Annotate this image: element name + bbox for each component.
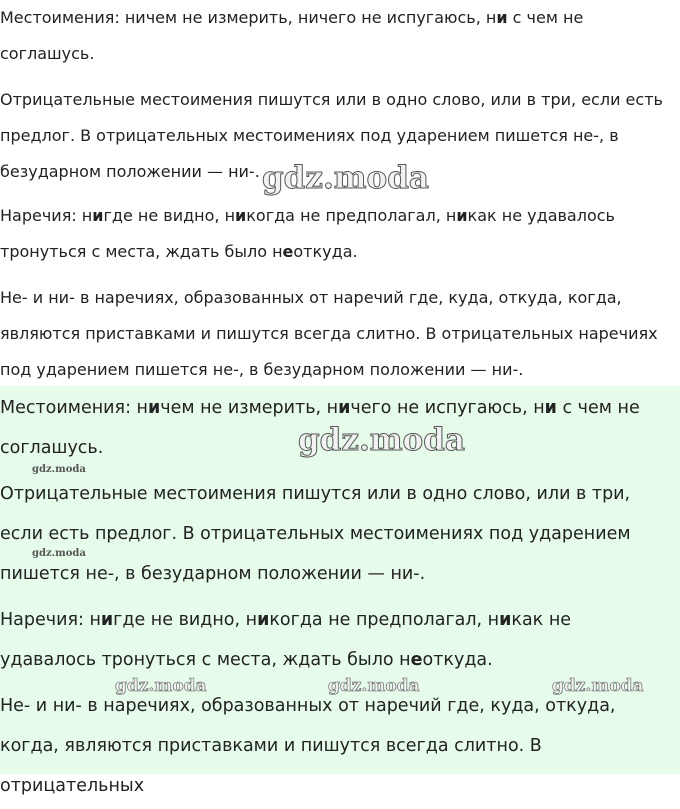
adverbs-rule: Не- и ни- в наречиях, образованных от наречий где, куда, откуда, когда, являются приставками и пишутся всегда слитно. В отрицательных наречиях под ударением пишется не-, в безударном положении — ни-. xyxy=(0,288,658,379)
pronouns-examples xyxy=(0,388,672,468)
text-run: откуда. xyxy=(422,650,493,670)
text-run: когда не предполагал, н xyxy=(269,610,500,630)
text-run: где не видно, н xyxy=(103,206,236,225)
text-run: Местоимения: н xyxy=(0,398,148,418)
answer-block-highlighted xyxy=(0,386,680,796)
stressed-letter: и xyxy=(496,8,508,27)
watermark-logo: gdz.moda xyxy=(32,548,86,559)
text-run: ичего не испугаюсь, н xyxy=(308,8,497,27)
text-run: н xyxy=(124,8,136,27)
text-run: н xyxy=(297,8,309,27)
stressed-letter: е xyxy=(410,650,423,670)
text-run: как не удавалось тронуться с места, ждать было н xyxy=(0,206,615,261)
watermark-logo: gdz.moda xyxy=(32,464,86,475)
stressed-letter: и xyxy=(92,206,104,225)
stressed-letter: и xyxy=(338,398,351,418)
text-run: где не видно, н xyxy=(113,610,258,630)
text-run: Наречия: н xyxy=(0,610,101,630)
text-run: с чем не соглашусь. xyxy=(0,398,640,458)
stressed-letter: и xyxy=(456,206,468,225)
text-run: как не удавалось тронуться с места, ждать было н xyxy=(0,610,572,670)
text-run: ичем не измерить, xyxy=(135,8,298,27)
text-run: Наречия: н xyxy=(0,206,93,225)
stressed-letter: и xyxy=(544,398,557,418)
watermark-logo: gdz.moda xyxy=(298,422,465,458)
stressed-letter: и xyxy=(100,610,114,630)
adverbs-examples xyxy=(0,600,672,680)
adverbs-rule: Не- и ни- в наречиях, образованных от наречий где, куда, откуда, когда, являются приставками и пишутся всегда слитно. В отрицательных xyxy=(0,696,616,796)
stressed-letter: и xyxy=(147,398,161,418)
text-run: с чем не соглашусь. xyxy=(0,8,584,63)
watermark-logo: gdz.moda xyxy=(328,676,420,696)
pronouns-rule: Отрицательные местоимения пишутся или в одно слово, или в три, если есть предлог. В отрицательных местоимениях под ударением пишется не-, в безударном положении — ни-. xyxy=(0,484,631,584)
pronouns-rule: Отрицательные местоимения пишутся или в одно слово, или в три, если есть предлог. В отрицательных местоимениях под ударением пишется не-, в безударном положении — ни-. xyxy=(0,90,663,181)
pronouns-examples xyxy=(0,0,672,72)
watermark-logo: gdz.moda xyxy=(262,160,429,196)
stressed-letter: и xyxy=(235,206,247,225)
stressed-letter: и xyxy=(257,610,270,630)
text-run: Местоимения: xyxy=(0,8,125,27)
answer-block-plain xyxy=(0,0,680,386)
stressed-letter: е xyxy=(282,242,294,261)
text-run: откуда. xyxy=(293,242,358,261)
text-run: чем не измерить, н xyxy=(160,398,339,418)
adverbs-examples xyxy=(0,198,672,270)
stressed-letter: и xyxy=(499,610,512,630)
watermark-logo: gdz.moda xyxy=(552,676,644,696)
text-run: чего не испугаюсь, н xyxy=(350,398,545,418)
watermark-logo: gdz.moda xyxy=(115,676,207,696)
text-run: когда не предполагал, н xyxy=(246,206,457,225)
